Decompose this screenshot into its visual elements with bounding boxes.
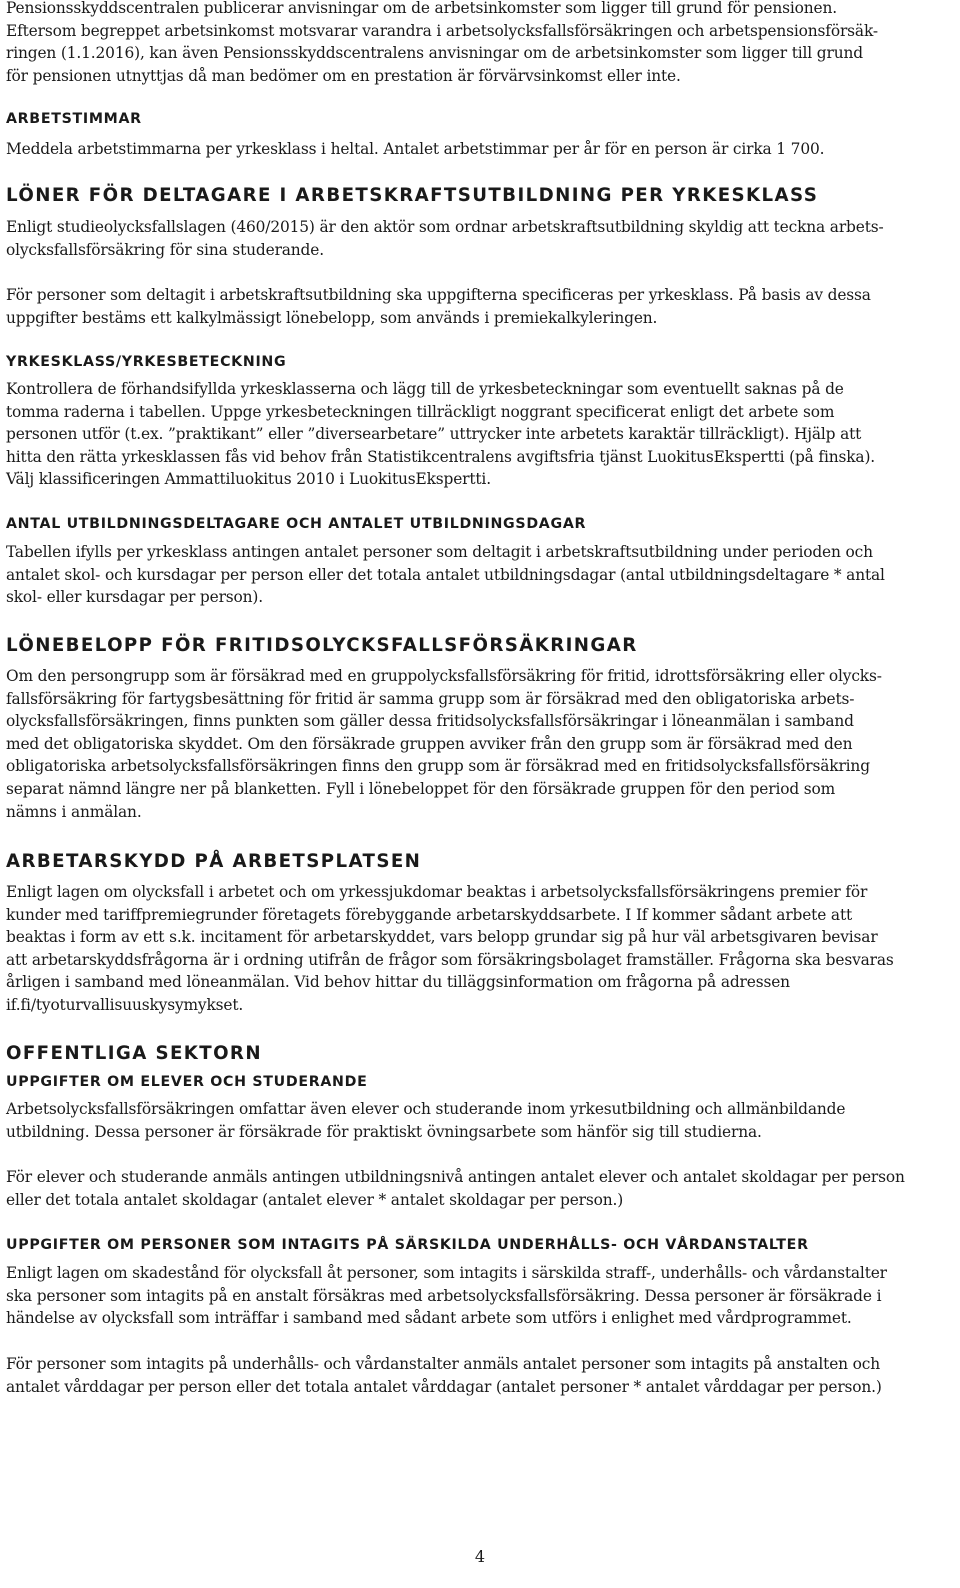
text-line: obligatoriska arbetsolycksfallsförsäkringen finns den grupp som är försäkrad med en fritidsolycksfallsförsäkring [6, 757, 870, 776]
text-line: uppgifter bestäms ett kalkylmässigt lönebelopp, som används i premiekalkyleringen. [6, 308, 658, 327]
loner-paragraph-2 [6, 284, 871, 329]
text-line: årligen i samband med löneanmälan. Vid behov hittar du tilläggsinformation om frågorna på adressen [6, 973, 790, 992]
section-heading-antal: ANTAL UTBILDNINGSDELTAGARE OCH ANTALET UTBILDNINGSDAGAR [6, 516, 587, 532]
text-line: Tabellen ifylls per yrkesklass antingen antalet personer som deltagit i arbetskraftsutbildning under perioden och [6, 543, 873, 561]
text-line: Arbetsolycksfallsförsäkringen omfattar även elever och studerande inom yrkesutbildning och allmänbildande [6, 1100, 846, 1118]
section-heading-loner: LÖNER FÖR DELTAGARE I ARBETSKRAFTSUTBILDNING PER YRKESKLASS [6, 185, 819, 206]
text-line: ska personer som intagits på en anstalt försäkras med arbetsolycksfallsförsäkring. Dessa personer är försäkrade i [6, 1286, 882, 1305]
intagits-paragraph-1 [6, 1262, 887, 1330]
text-line: Pensionsskyddscentralen publicerar anvisningar om de arbetsinkomster som ligger till grund för pensionen. [6, 0, 837, 17]
text-line: Meddela arbetstimmarna per yrkesklass i heltal. Antalet arbetstimmar per år för en person är cirka 1 700. [6, 140, 825, 158]
offentliga-paragraph-1 [6, 1098, 845, 1143]
text-line: Eftersom begreppet arbetsinkomst motsvarar varandra i arbetsolycksfallsförsäkringen och arbetspensionsförsäk- [6, 21, 878, 40]
text-line: kunder med tariffpremiegrunder företagets förebyggande arbetarskyddsarbete. I If kommer sådant arbete att [6, 905, 853, 924]
section-heading-fritid: LÖNEBELOPP FÖR FRITIDSOLYCKSFALLSFÖRSÄKRINGAR [6, 635, 638, 656]
section-heading-offentliga: OFFENTLIGA SEKTORN [6, 1043, 262, 1064]
arbetarskydd-paragraph [6, 881, 894, 1017]
offentliga-paragraph-2 [6, 1166, 905, 1211]
text-line: if.fi/tyoturvallisuuskysymykset. [6, 995, 244, 1014]
antal-paragraph [6, 541, 885, 609]
text-line: Enligt studieolycksfallslagen (460/2015) är den aktör som ordnar arbetskraftsutbildning skyldig att teckna arbets- [6, 218, 884, 236]
text-line: olycksfallsförsäkring för sina studerande. [6, 240, 324, 259]
page-number: 4 [474, 1547, 486, 1566]
text-line: Välj klassificeringen Ammattiluokitus 2010 i LuokitusEkspertti. [6, 470, 491, 489]
text-line: antalet skol- och kursdagar per person eller det totala antalet utbildningsdagar (antal utbildningsdeltagare * antal [6, 565, 885, 584]
text-line: fallsförsäkring för fartygsbesättning för fritid är samma grupp som är försäkrad med den obligatoriska arbets- [6, 689, 855, 708]
text-line: med det obligatoriska skyddet. Om den försäkrade gruppen avviker från den grupp som är försäkrad med den [6, 734, 853, 753]
text-line: beaktas i form av ett s.k. incitament för arbetarskyddet, vars belopp grundar sig på hur väl arbetsgivaren bevisar [6, 928, 878, 947]
section-heading-arbetstimmar: ARBETSTIMMAR [6, 111, 142, 127]
text-line: För personer som intagits på underhålls- och vårdanstalter anmäls antalet personer som intagits på anstalten och [6, 1355, 881, 1373]
text-line: separat nämnd längre ner på blanketten. Fyll i lönebeloppet för den försäkrade gruppen för den period som [6, 779, 836, 798]
text-line: olycksfallsförsäkringen, finns punkten som gäller dessa fritidsolycksfallsförsäkringar i löneanmälan i samband [6, 712, 854, 731]
text-line: Om den persongrupp som är försäkrad med en gruppolycksfallsförsäkring för fritid, idrottsförsäkring eller olycks- [6, 667, 882, 685]
section-heading-arbetarskydd: ARBETARSKYDD PÅ ARBETSPLATSEN [6, 851, 422, 872]
text-line: För elever och studerande anmäls antingen utbildningsnivå antingen antalet elever och antalet skoldagar per person [6, 1168, 905, 1186]
fritid-paragraph [6, 665, 882, 823]
text-line: ringen (1.1.2016), kan även Pensionsskyddscentralens anvisningar om de arbetsinkomster som ligger till grund [6, 44, 863, 63]
text-line: för pensionen utnyttjas då man bedömer om en prestation är förvärvsinkomst eller inte. [6, 66, 681, 85]
intro-paragraph [6, 0, 878, 87]
text-line: att arbetarskyddsfrågorna är i ordning utifrån de frågor som försäkringsbolaget framställer. Frågorna ska besvaras [6, 950, 894, 969]
text-line: utbildning. Dessa personer är försäkrade för praktiskt övningsarbete som hänför sig till studierna. [6, 1122, 762, 1141]
subheading-elever: UPPGIFTER OM ELEVER OCH STUDERANDE [6, 1074, 368, 1090]
intagits-paragraph-2 [6, 1353, 882, 1398]
text-line: Enligt lagen om skadestånd för olycksfall åt personer, som intagits i särskilda straff-, underhålls- och vårdanstalter [6, 1264, 887, 1282]
loner-paragraph-1 [6, 216, 884, 261]
text-line: tomma raderna i tabellen. Uppge yrkesbeteckningen tillräckligt noggrant specificerat enligt det arbete som [6, 402, 835, 421]
text-line: För personer som deltagit i arbetskraftsutbildning ska uppgifterna specificeras per yrkesklass. På basis av dessa [6, 286, 871, 304]
text-line: skol- eller kursdagar per person). [6, 588, 264, 607]
section-heading-intagits: UPPGIFTER OM PERSONER SOM INTAGITS PÅ SÄRSKILDA UNDERHÅLLS- OCH VÅRDANSTALTER [6, 1237, 809, 1253]
arbetstimmar-paragraph [6, 138, 824, 161]
text-line: Enligt lagen om olycksfall i arbetet och om yrkessjukdomar beaktas i arbetsolycksfallsförsäkringens premier för [6, 883, 868, 901]
text-line: antalet vårddagar per person eller det totala antalet vårddagar (antalet personer * antalet vårddagar per person.) [6, 1377, 882, 1396]
text-line: nämns i anmälan. [6, 802, 142, 821]
text-line: hitta den rätta yrkesklassen fås vid behov från Statistikcentralens avgiftsfria tjänst LuokitusEkspertti (på finska). [6, 447, 876, 466]
text-line: Kontrollera de förhandsifyllda yrkesklasserna och lägg till de yrkesbeteckningar som eventuellt saknas på de [6, 380, 844, 398]
text-line: händelse av olycksfall som inträffar i samband med sådant arbete som utförs i enlighet med vårdprogrammet. [6, 1309, 852, 1328]
text-line: eller det totala antalet skoldagar (antalet elever * antalet skoldagar per person.) [6, 1190, 624, 1209]
section-heading-yrkesklass: YRKESKLASS/YRKESBETECKNING [6, 354, 287, 370]
yrkesklass-paragraph [6, 378, 875, 491]
text-line: personen utför (t.ex. ”praktikant” eller ”diversearbetare” uttrycker inte arbetets karaktär tillräckligt). Hjälp att [6, 425, 862, 444]
